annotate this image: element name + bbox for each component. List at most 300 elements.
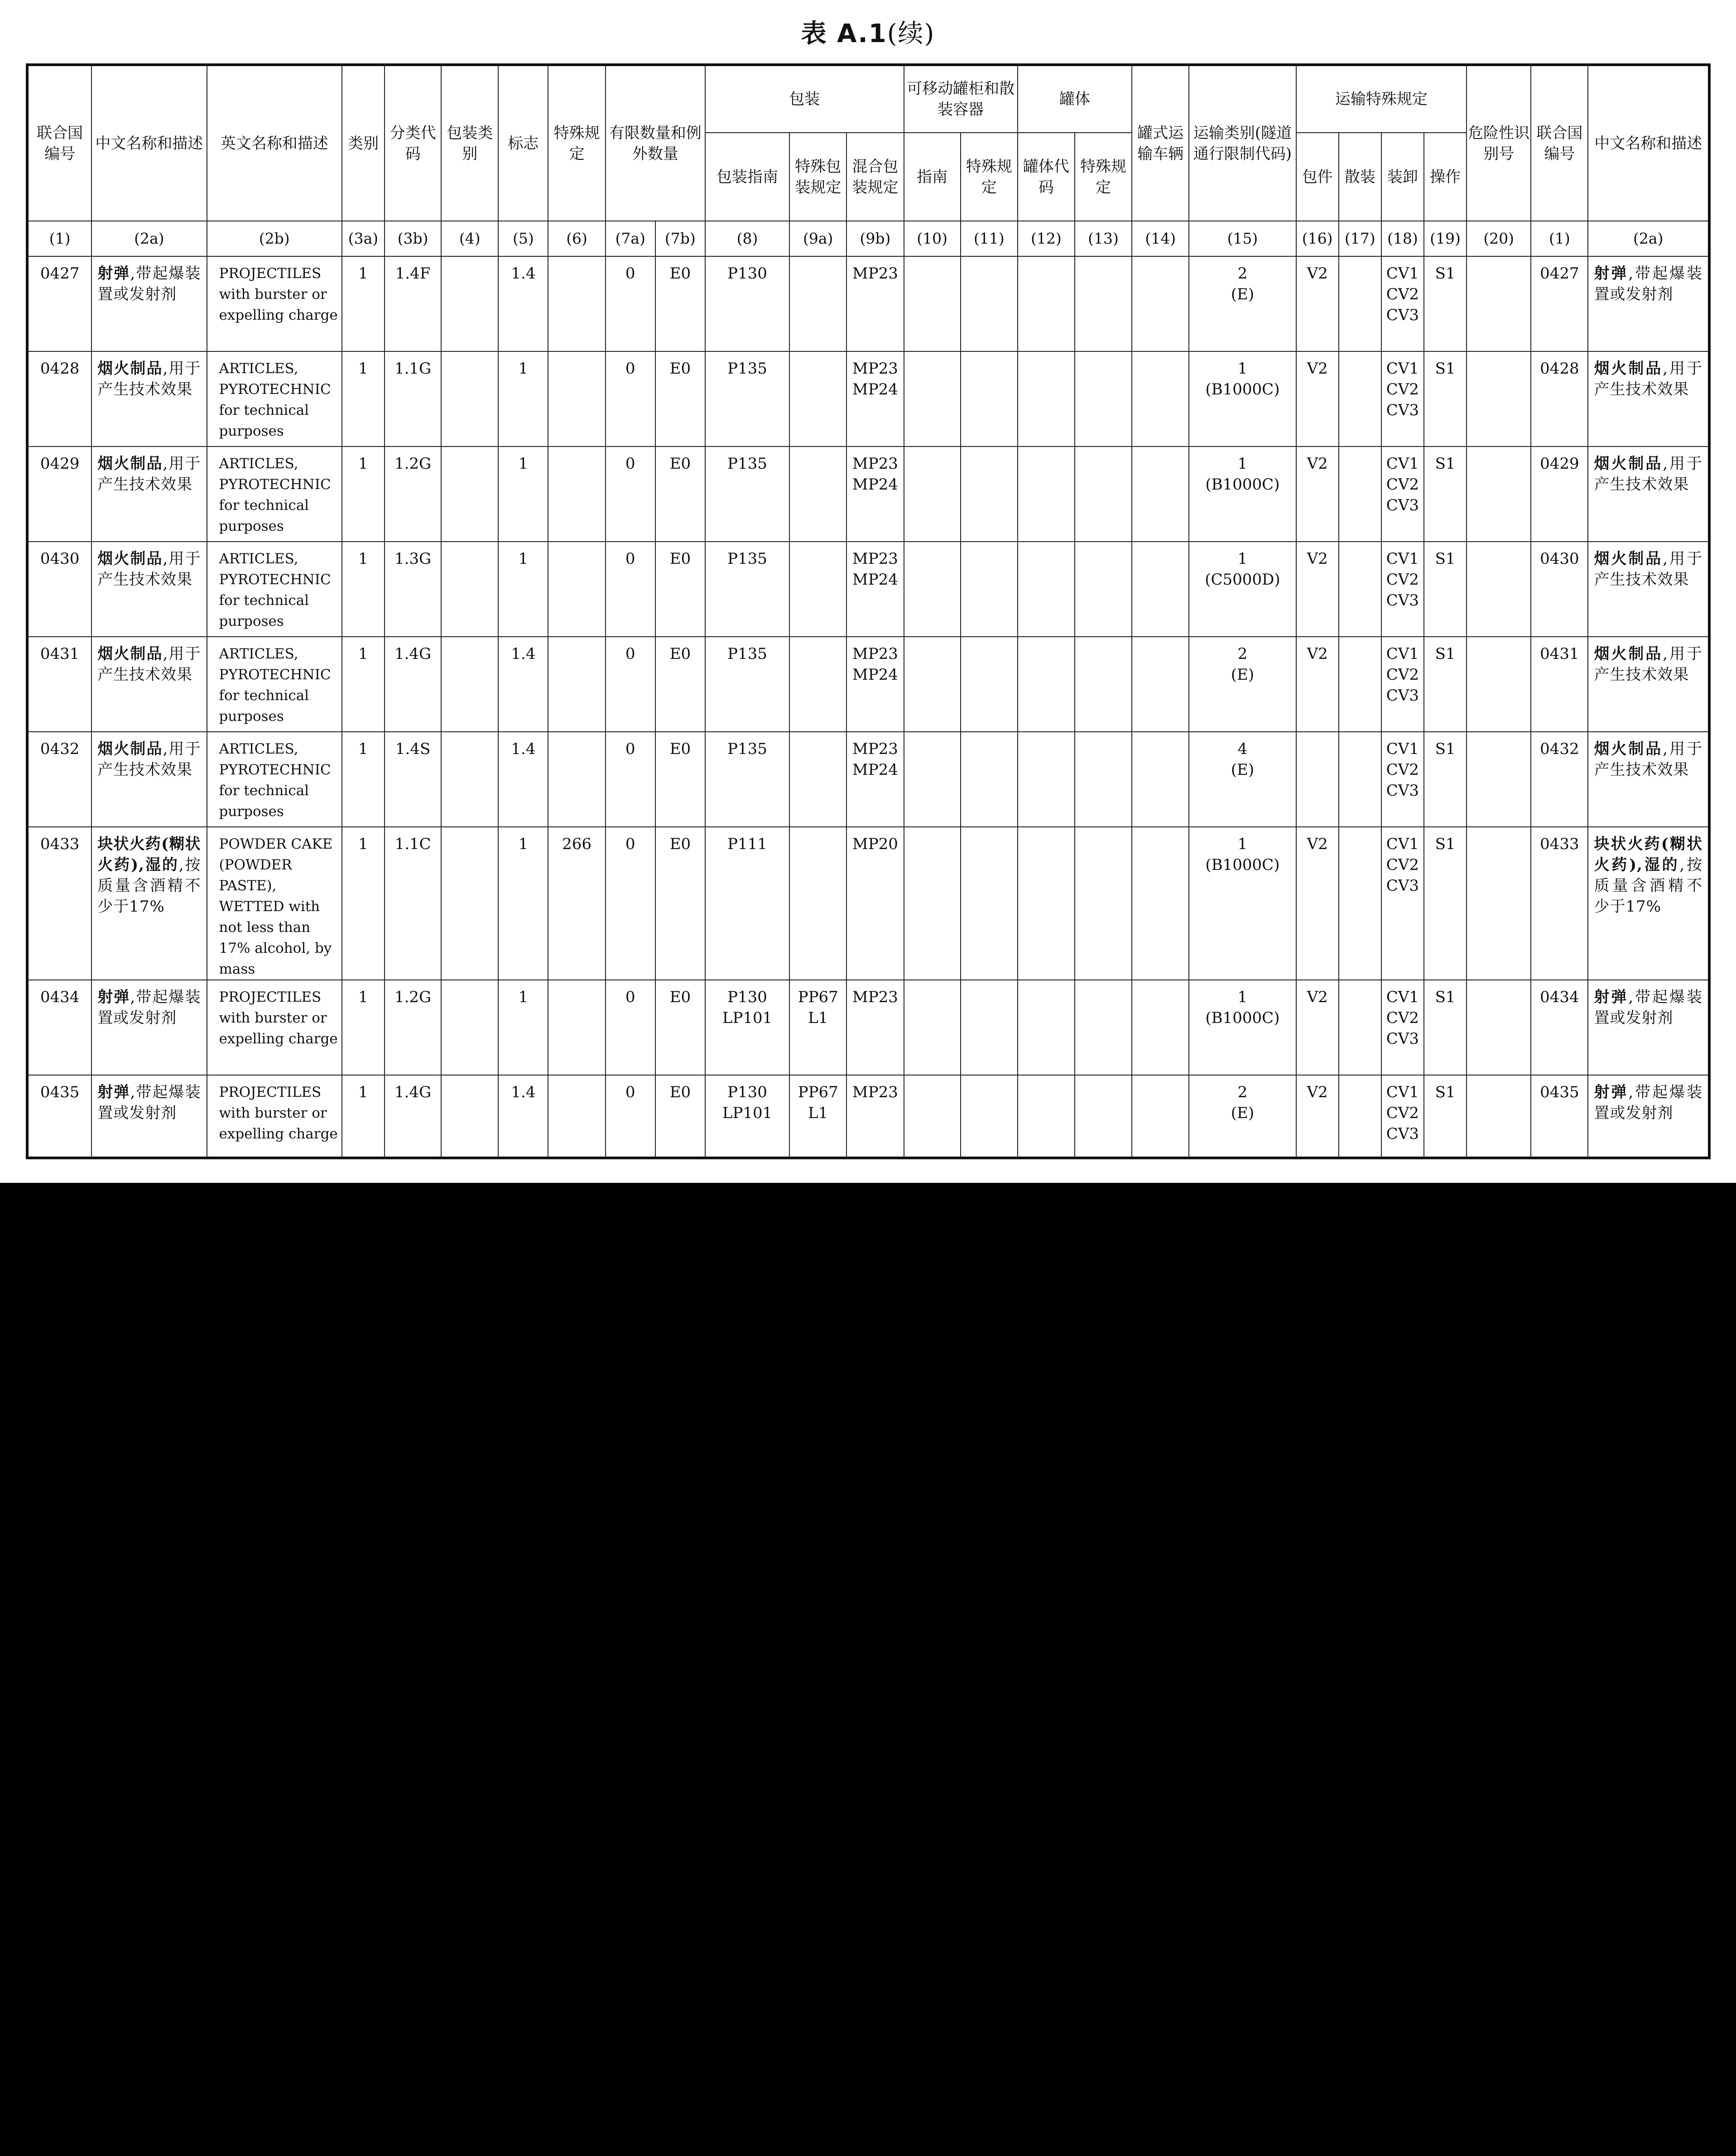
name-zh-bold: 烟火制品 (97, 740, 163, 758)
header-un-no: 联合国编号 (27, 65, 91, 221)
name-zh (91, 1075, 207, 1158)
table-title-continued: (续) (887, 19, 935, 48)
loading-line: CV1 (1386, 988, 1419, 1006)
column-number-cell: (7b) (655, 221, 705, 256)
tank-code (1018, 1075, 1075, 1158)
loading-line: CV1 (1386, 264, 1419, 283)
pt-instruction (904, 980, 961, 1075)
excepted-quantity: E0 (655, 256, 705, 351)
loading-line: CV1 (1386, 360, 1419, 378)
column-number-cell: (1) (27, 221, 91, 256)
transport-category (1189, 447, 1296, 542)
header-name-zh: 中文名称和描述 (91, 65, 207, 221)
special-packing (789, 827, 846, 980)
loading-line: CV3 (1386, 306, 1419, 324)
column-number-cell: (12) (1018, 221, 1075, 256)
pt-special (961, 542, 1018, 637)
packing-instruction (705, 980, 789, 1075)
column-number-cell: (3b) (385, 221, 441, 256)
transport-category-line: (B1000C) (1205, 475, 1280, 494)
special-packing (789, 980, 846, 1075)
name-zh-rest: ,用于产生技术效果 (97, 740, 201, 779)
name-zh-bold: 烟火制品 (97, 550, 163, 568)
header-packages: 包件 (1296, 133, 1339, 221)
un-number: 0435 (27, 1075, 91, 1158)
un-number: 0433 (27, 827, 91, 980)
packing-instruction (705, 827, 789, 980)
name-zh-bold: 烟火制品 (97, 645, 163, 663)
header-tank-vehicle: 罐式运输车辆 (1132, 65, 1189, 221)
name-zh-rest: ,带起爆装置或发射剂 (97, 264, 201, 303)
name-zh-right-bold: 烟火制品 (1594, 645, 1663, 663)
excepted-quantity: E0 (655, 447, 705, 542)
mixed-packing (846, 256, 904, 351)
packing-instruction (705, 351, 789, 447)
tank-special (1075, 542, 1132, 637)
label: 1 (498, 351, 548, 447)
column-number-cell: (16) (1296, 221, 1339, 256)
header-pt-special: 特殊规定 (961, 133, 1018, 221)
name-en: PROJECTILES with burster or expelling charge (207, 256, 342, 351)
class: 1 (342, 732, 385, 827)
special-packing-line: PP67 (798, 988, 838, 1006)
pt-special (961, 1075, 1018, 1158)
special-provision (548, 732, 605, 827)
name-zh-right-rest: ,带起爆装置或发射剂 (1594, 1083, 1703, 1122)
limited-quantity: 0 (606, 732, 655, 827)
special-packing-line: L1 (808, 1009, 828, 1027)
loading-line: CV3 (1386, 401, 1419, 419)
transport-category-line: 2 (1237, 264, 1248, 283)
bulk (1339, 256, 1381, 351)
loading-line: CV3 (1386, 1125, 1419, 1143)
un-number: 0430 (27, 542, 91, 637)
class-code: 1.4S (385, 732, 441, 827)
class-code: 1.4G (385, 637, 441, 732)
tank-code (1018, 827, 1075, 980)
name-en: PROJECTILES with burster or expelling charge (207, 1075, 342, 1158)
class-code: 1.4F (385, 256, 441, 351)
column-number-cell: (20) (1467, 221, 1531, 256)
column-number-cell: (2a) (1588, 221, 1709, 256)
un-number-right: 0434 (1531, 980, 1588, 1075)
loading-line: CV3 (1386, 591, 1419, 610)
special-provision (548, 542, 605, 637)
packages: V2 (1296, 351, 1339, 447)
name-zh-bold: 射弹 (97, 264, 130, 283)
transport-category (1189, 827, 1296, 980)
transport-category-line: 2 (1237, 1083, 1248, 1101)
packing-group (441, 980, 498, 1075)
table-body (27, 256, 1709, 1158)
name-zh-rest: ,用于产生技术效果 (97, 645, 201, 684)
operation: S1 (1424, 637, 1467, 732)
bulk (1339, 980, 1381, 1075)
header-tank-code: 罐体代码 (1018, 133, 1075, 221)
packing-instruction (705, 256, 789, 351)
un-number: 0434 (27, 980, 91, 1075)
hazard-id (1467, 351, 1531, 447)
loading (1381, 542, 1424, 637)
packing-instruction-line: P130 (727, 1083, 767, 1101)
name-zh-right-rest: ,带起爆装置或发射剂 (1594, 988, 1703, 1027)
name-zh-right-rest: ,用于产生技术效果 (1594, 645, 1703, 684)
header-special-provisions: 特殊规定 (548, 65, 605, 221)
limited-quantity: 0 (606, 637, 655, 732)
special-provision (548, 1075, 605, 1158)
packing-instruction-line: P130 (727, 988, 767, 1006)
name-zh-bold: 烟火制品 (97, 360, 163, 378)
special-packing-line: PP67 (798, 1083, 838, 1101)
loading (1381, 1075, 1424, 1158)
tank-code (1018, 637, 1075, 732)
loading-line: CV2 (1386, 761, 1419, 779)
loading-line: CV2 (1386, 856, 1419, 874)
tank-code (1018, 542, 1075, 637)
loading (1381, 256, 1424, 351)
tank-vehicle (1132, 732, 1189, 827)
packages: V2 (1296, 256, 1339, 351)
column-number-cell: (2b) (207, 221, 342, 256)
name-zh-right-bold: 烟火制品 (1594, 360, 1663, 378)
name-zh-bold: 烟火制品 (97, 455, 163, 473)
transport-category-line: (E) (1231, 1104, 1255, 1122)
transport-category (1189, 1075, 1296, 1158)
name-zh-right-rest: ,带起爆装置或发射剂 (1594, 264, 1703, 303)
transport-category (1189, 637, 1296, 732)
tank-special (1075, 637, 1132, 732)
tank-code (1018, 351, 1075, 447)
class: 1 (342, 447, 385, 542)
special-provision (548, 980, 605, 1075)
packing-group (441, 1075, 498, 1158)
column-number-cell: (17) (1339, 221, 1381, 256)
mixed-packing (846, 351, 904, 447)
transport-category-line: (B1000C) (1205, 856, 1280, 874)
name-zh-rest: ,用于产生技术效果 (97, 360, 201, 399)
column-number-cell: (2a) (91, 221, 207, 256)
label: 1 (498, 980, 548, 1075)
pt-instruction (904, 827, 961, 980)
column-number-row (27, 221, 1709, 256)
un-number-right: 0428 (1531, 351, 1588, 447)
excepted-quantity: E0 (655, 542, 705, 637)
mixed-packing-line: MP23 (852, 988, 898, 1006)
bulk (1339, 542, 1381, 637)
tank-vehicle (1132, 447, 1189, 542)
transport-category (1189, 256, 1296, 351)
un-number: 0432 (27, 732, 91, 827)
name-zh-right-bold: 烟火制品 (1594, 550, 1663, 568)
hazard-id (1467, 732, 1531, 827)
packing-instruction (705, 542, 789, 637)
table-row (27, 827, 1709, 980)
pt-special (961, 980, 1018, 1075)
table-title-label: 表 A.1 (801, 19, 887, 48)
loading-line: CV2 (1386, 475, 1419, 494)
table-row (27, 1075, 1709, 1158)
pt-instruction (904, 1075, 961, 1158)
packing-group (441, 256, 498, 351)
class-code: 1.4G (385, 1075, 441, 1158)
label: 1 (498, 447, 548, 542)
column-number-cell: (14) (1132, 221, 1189, 256)
tank-special (1075, 351, 1132, 447)
packages: V2 (1296, 827, 1339, 980)
header-transport-category: 运输类别(隧道通行限制代码) (1189, 65, 1296, 221)
name-zh-right (1588, 637, 1709, 732)
class: 1 (342, 256, 385, 351)
hazard-id (1467, 637, 1531, 732)
loading (1381, 637, 1424, 732)
name-zh-rest: ,按质量含酒精不少于17% (97, 856, 201, 916)
class-code: 1.1G (385, 351, 441, 447)
un-number-right: 0431 (1531, 637, 1588, 732)
mixed-packing-line: MP23 (852, 740, 898, 758)
transport-category-line: (E) (1231, 761, 1255, 779)
header-tank-special: 特殊规定 (1075, 133, 1132, 221)
loading (1381, 732, 1424, 827)
operation: S1 (1424, 351, 1467, 447)
table-row (27, 351, 1709, 447)
hazard-id (1467, 1075, 1531, 1158)
loading-line: CV2 (1386, 571, 1419, 589)
table-title (0, 14, 1736, 50)
name-en: ARTICLES, PYROTECHNIC for technical purposes (207, 732, 342, 827)
name-en: ARTICLES, PYROTECHNIC for technical purposes (207, 351, 342, 447)
un-number-right: 0435 (1531, 1075, 1588, 1158)
excepted-quantity: E0 (655, 637, 705, 732)
table-row (27, 732, 1709, 827)
operation: S1 (1424, 827, 1467, 980)
name-zh-rest: ,带起爆装置或发射剂 (97, 1083, 201, 1122)
label: 1.4 (498, 732, 548, 827)
un-number: 0427 (27, 256, 91, 351)
bulk (1339, 351, 1381, 447)
table-row (27, 256, 1709, 351)
name-zh-right-bold: 烟火制品 (1594, 455, 1663, 473)
header-operation: 操作 (1424, 133, 1467, 221)
limited-quantity: 0 (606, 827, 655, 980)
transport-category-line: 1 (1237, 550, 1248, 568)
packing-instruction-line: P135 (727, 645, 767, 663)
pt-instruction (904, 351, 961, 447)
operation: S1 (1424, 542, 1467, 637)
class: 1 (342, 637, 385, 732)
name-zh-bold: 块状火药(糊状火药),湿的 (97, 835, 201, 874)
loading-line: CV1 (1386, 835, 1419, 853)
name-zh-right-bold: 射弹 (1594, 1083, 1629, 1101)
label: 1 (498, 827, 548, 980)
name-zh (91, 980, 207, 1075)
transport-category-line: (E) (1231, 285, 1255, 303)
bulk (1339, 447, 1381, 542)
loading-line: CV2 (1386, 1104, 1419, 1122)
dangerous-goods-table (26, 63, 1711, 1159)
un-number: 0429 (27, 447, 91, 542)
loading-line: CV2 (1386, 666, 1419, 684)
tank-vehicle (1132, 351, 1189, 447)
name-zh (91, 637, 207, 732)
table-row (27, 542, 1709, 637)
tank-vehicle (1132, 1075, 1189, 1158)
transport-category (1189, 542, 1296, 637)
mixed-packing (846, 447, 904, 542)
un-number-right: 0430 (1531, 542, 1588, 637)
tank-vehicle (1132, 256, 1189, 351)
special-packing (789, 542, 846, 637)
name-zh-bold: 射弹 (97, 988, 130, 1006)
tank-special (1075, 1075, 1132, 1158)
limited-quantity: 0 (606, 542, 655, 637)
header-limited-qty: 有限数量和例外数量 (606, 65, 705, 221)
mixed-packing (846, 637, 904, 732)
name-zh-right (1588, 256, 1709, 351)
tank-special (1075, 827, 1132, 980)
name-zh-rest: ,带起爆装置或发射剂 (97, 988, 201, 1027)
loading-line: CV2 (1386, 380, 1419, 399)
name-zh-right-bold: 射弹 (1594, 988, 1629, 1006)
hazard-id (1467, 980, 1531, 1075)
name-zh-right (1588, 827, 1709, 980)
un-number-right: 0429 (1531, 447, 1588, 542)
header-un-no-right: 联合国编号 (1531, 65, 1588, 221)
column-number-cell: (19) (1424, 221, 1467, 256)
header-special-packing: 特殊包装规定 (789, 133, 846, 221)
special-packing (789, 447, 846, 542)
header-packing-instruction: 包装指南 (705, 133, 789, 221)
packages: V2 (1296, 1075, 1339, 1158)
label: 1 (498, 542, 548, 637)
column-number-cell: (10) (904, 221, 961, 256)
bulk (1339, 1075, 1381, 1158)
pt-special (961, 447, 1018, 542)
packages (1296, 732, 1339, 827)
limited-quantity: 0 (606, 351, 655, 447)
mixed-packing-line: MP23 (852, 645, 898, 663)
excepted-quantity: E0 (655, 827, 705, 980)
column-number-cell: (8) (705, 221, 789, 256)
name-en: POWDER CAKE (POWDER PASTE), WETTED with not less than 17% alcohol, by mass (207, 827, 342, 980)
loading-line: CV2 (1386, 285, 1419, 303)
un-number: 0428 (27, 351, 91, 447)
transport-category-line: 1 (1237, 455, 1248, 473)
class: 1 (342, 827, 385, 980)
packing-group (441, 542, 498, 637)
loading-line: CV3 (1386, 687, 1419, 705)
transport-category-line: 1 (1237, 360, 1248, 378)
packing-group (441, 351, 498, 447)
operation: S1 (1424, 732, 1467, 827)
mixed-packing (846, 732, 904, 827)
mixed-packing (846, 827, 904, 980)
bulk (1339, 637, 1381, 732)
mixed-packing-line: MP24 (852, 380, 898, 399)
loading-line: CV1 (1386, 550, 1419, 568)
column-number-cell: (7a) (606, 221, 655, 256)
hazard-id (1467, 542, 1531, 637)
special-provision (548, 637, 605, 732)
mixed-packing (846, 542, 904, 637)
class: 1 (342, 1075, 385, 1158)
name-en: ARTICLES, PYROTECHNIC for technical purposes (207, 447, 342, 542)
mixed-packing-line: MP24 (852, 571, 898, 589)
header-class: 类别 (342, 65, 385, 221)
tank-vehicle (1132, 827, 1189, 980)
special-packing (789, 637, 846, 732)
name-zh-right-rest: ,用于产生技术效果 (1594, 740, 1703, 779)
tank-special (1075, 256, 1132, 351)
name-zh (91, 732, 207, 827)
loading (1381, 827, 1424, 980)
name-zh (91, 256, 207, 351)
column-number-cell: (9b) (846, 221, 904, 256)
mixed-packing-line: MP23 (852, 360, 898, 378)
mixed-packing-line: MP23 (852, 1083, 898, 1101)
mixed-packing (846, 980, 904, 1075)
name-zh-right-bold: 块状火药(糊状火药),湿的 (1594, 835, 1702, 874)
header-name-zh-right: 中文名称和描述 (1588, 65, 1709, 221)
packing-instruction-line: P135 (727, 740, 767, 758)
special-packing (789, 256, 846, 351)
class-code: 1.1C (385, 827, 441, 980)
packages: V2 (1296, 637, 1339, 732)
tank-special (1075, 980, 1132, 1075)
name-zh (91, 827, 207, 980)
name-zh-right (1588, 351, 1709, 447)
name-en: PROJECTILES with burster or expelling charge (207, 980, 342, 1075)
header-bulk: 散装 (1339, 133, 1381, 221)
un-number: 0431 (27, 637, 91, 732)
operation: S1 (1424, 256, 1467, 351)
header-loading: 装卸 (1381, 133, 1424, 221)
tank-code (1018, 256, 1075, 351)
class: 1 (342, 351, 385, 447)
loading-line: CV3 (1386, 1030, 1419, 1048)
name-zh-right (1588, 1075, 1709, 1158)
special-provision: 266 (548, 827, 605, 980)
pt-special (961, 351, 1018, 447)
header-packaging: 包装 (705, 65, 904, 133)
mixed-packing-line: MP24 (852, 761, 898, 779)
pt-special (961, 732, 1018, 827)
pt-special (961, 637, 1018, 732)
excepted-quantity: E0 (655, 351, 705, 447)
excepted-quantity: E0 (655, 980, 705, 1075)
header-pt-instruction: 指南 (904, 133, 961, 221)
loading-line: CV1 (1386, 645, 1419, 663)
loading (1381, 447, 1424, 542)
transport-category-line: 1 (1237, 988, 1248, 1006)
pt-instruction (904, 732, 961, 827)
transport-category-line: (C5000D) (1205, 571, 1280, 589)
transport-category (1189, 732, 1296, 827)
loading-line: CV3 (1386, 782, 1419, 800)
name-zh-right (1588, 732, 1709, 827)
class: 1 (342, 980, 385, 1075)
transport-category-line: (B1000C) (1205, 1009, 1280, 1027)
column-number-cell: (3a) (342, 221, 385, 256)
excepted-quantity: E0 (655, 732, 705, 827)
tank-vehicle (1132, 637, 1189, 732)
loading-line: CV2 (1386, 1009, 1419, 1027)
column-number-cell: (11) (961, 221, 1018, 256)
mixed-packing-line: MP24 (852, 666, 898, 684)
loading-line: CV1 (1386, 740, 1419, 758)
name-en: ARTICLES, PYROTECHNIC for technical purposes (207, 542, 342, 637)
table-row (27, 980, 1709, 1075)
packages: V2 (1296, 980, 1339, 1075)
